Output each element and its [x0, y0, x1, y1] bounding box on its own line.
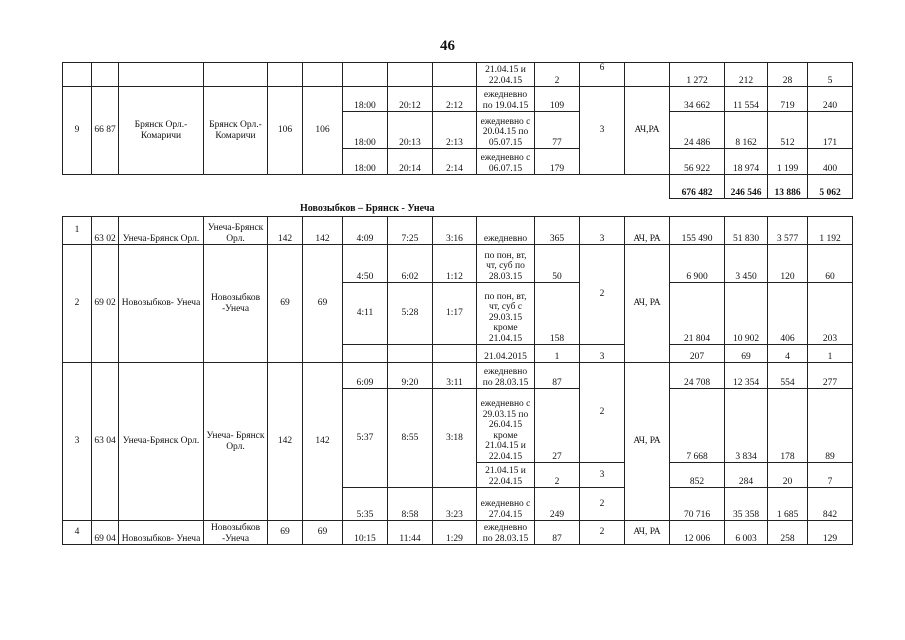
table-row: 21.04.2015 1 3 207 69 4 1: [63, 345, 853, 363]
route-number: 9: [63, 87, 92, 175]
table-row: 2 69 02 Новозыбков- Унеча Новозыбков -Унеча 69 69 4:50 6:02 1:12 по пон, вт, чт, суб по 28.03.15 50 2 АЧ, РА 6 900 3 450 120 60: [63, 245, 853, 283]
route-name: Унеча-Брянск Орл.: [119, 363, 204, 521]
route-number: 2: [63, 245, 92, 363]
train-numbers: 69 04: [92, 521, 119, 545]
route-name: Новозыбков- Унеча: [119, 245, 204, 363]
route-destination: Брянск Орл.- Комаричи: [204, 87, 268, 175]
route-destination: Новозыбков -Унеча: [204, 245, 268, 363]
total-c13: 246 546: [725, 175, 768, 199]
table-row: 1 63 02 Унеча-Брянск Орл. Унеча-Брянск Орл. 142 142 4:09 7:25 3:16 ежедневно 365 3 АЧ, РА 155 490 51 830 3 577 1 192: [63, 217, 853, 245]
table-row: 18:00 20:14 2:14 ежедневно с 06.07.15 179 56 922 18 974 1 199 400: [63, 149, 853, 175]
table-row: 5:37 8:55 3:18 ежедневно с 29.03.15 по 26.04.15 кроме 21.04.15 и 22.04.15 27 7 668 3 834 178 89: [63, 389, 853, 463]
route-destination: Унеча- Брянск Орл.: [204, 363, 268, 521]
page-number: 46: [440, 38, 455, 54]
train-numbers: 69 02: [92, 245, 119, 363]
route-number: 4: [63, 521, 92, 545]
table-row: 4:11 5:28 1:17 по пон, вт, чт, суб с 29.03.15 кроме 21.04.15 158 21 804 10 902 406 203: [63, 283, 853, 345]
train-numbers: 63 04: [92, 363, 119, 521]
route-name: Унеча-Брянск Орл.: [119, 217, 204, 245]
table-row: 18:00 20:13 2:13 ежедневно с 20.04.15 по 05.07.15 77 24 486 8 162 512 171: [63, 112, 853, 149]
train-numbers: 63 02: [92, 217, 119, 245]
timetable-bottom: [62, 216, 853, 545]
table-row: 9 66 87 Брянск Орл.- Комаричи Брянск Орл.- Комаричи 106 106 18:00 20:12 2:12 ежедневно по 19.04.15 109 3 АЧ,РА 34 662 11 554 719 240: [63, 87, 853, 112]
route-destination: Новозыбков -Унеча: [204, 521, 268, 545]
timetable-top: [62, 62, 853, 199]
route-name: Брянск Орл.- Комаричи: [119, 87, 204, 175]
total-c14: 13 886: [768, 175, 808, 199]
total-c12: 676 482: [670, 175, 725, 199]
total-c15: 5 062: [808, 175, 853, 199]
train-numbers: 66 87: [92, 87, 119, 175]
table-row: 21.04.15 и 22.04.15 2 3 852 284 20 7: [63, 463, 853, 488]
totals-row: [63, 175, 853, 199]
table-row: 21.04.15 и 22.04.15 2 6 1 272 212 28 5: [63, 63, 853, 87]
table-row: 4 69 04 Новозыбков- Унеча Новозыбков -Унеча 69 69 10:15 11:44 1:29 ежедневно по 28.03.15 87 2 АЧ, РА 12 006 6 003 258 129: [63, 521, 853, 545]
route-destination: Унеча-Брянск Орл.: [204, 217, 268, 245]
route-name: Новозыбков- Унеча: [119, 521, 204, 545]
section-title: Новозыбков – Брянск - Унеча: [300, 203, 435, 214]
route-number: 3: [63, 363, 92, 521]
table-row: 5:35 8:58 3:23 ежедневно с 27.04.15 249 2 70 716 35 358 1 685 842: [63, 488, 853, 521]
table-row: 3 63 04 Унеча-Брянск Орл. Унеча- Брянск Орл. 142 142 6:09 9:20 3:11 ежедневно по 28.03.15 87 2 АЧ, РА 24 708 12 354 554 277: [63, 363, 853, 389]
route-number: 1: [63, 217, 92, 245]
